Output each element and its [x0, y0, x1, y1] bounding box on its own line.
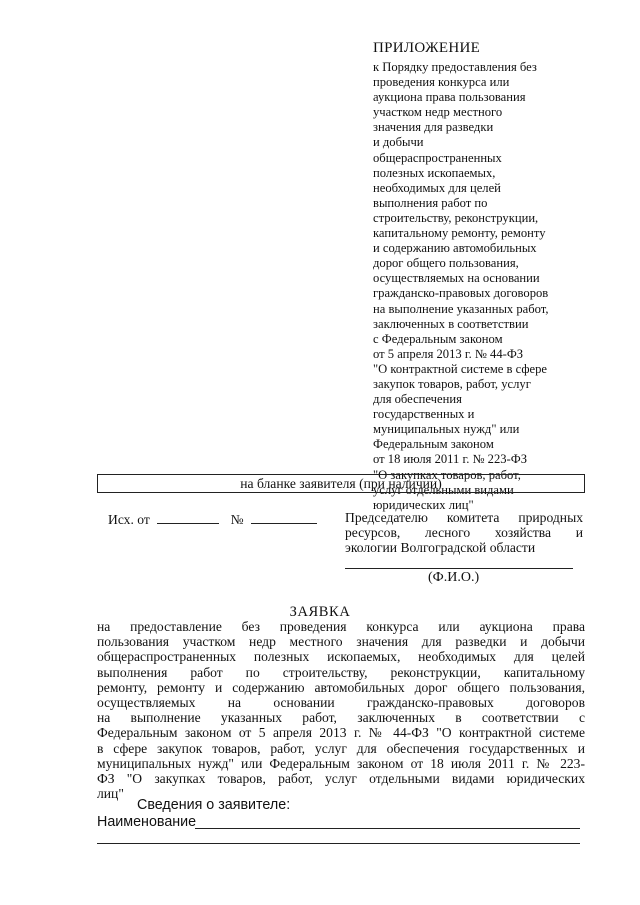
appendix-reference — [373, 60, 593, 513]
appendix-line: "О контрактной системе в сфере — [373, 361, 548, 376]
body-line: пользования участком недр местного значения для разведки и добычи — [97, 634, 585, 650]
name-label: Наименование — [97, 814, 197, 830]
appendix-line: необходимых для целей — [373, 180, 501, 195]
body-line: муниципальных нужд" или Федеральным законом от 18 июля 2011 г. № 223- — [97, 755, 585, 771]
appendix-line: от 5 апреля 2013 г. № 44-ФЗ — [373, 346, 524, 361]
outgoing-number-label: № — [230, 512, 244, 527]
appendix-line: Федеральным законом — [373, 437, 494, 452]
appendix-line: общераспространенных — [373, 150, 502, 165]
addressee-line: экологии Волгоградской области — [345, 540, 536, 555]
appendix-line: закупок товаров, работ, услуг — [373, 376, 531, 391]
appendix-line: для обеспечения — [373, 392, 462, 407]
body-line: на выполнение указанных работ, заключенных в соответствии с — [97, 710, 585, 726]
application-body — [97, 619, 585, 801]
body-line: лиц" — [97, 786, 124, 802]
body-line: осуществляемых на основании гражданско-правовых договоров — [97, 695, 585, 711]
appendix-title: ПРИЛОЖЕНИЕ — [373, 40, 481, 56]
appendix-line: полезных ископаемых, — [373, 165, 496, 180]
appendix-line: "О закупках товаров, работ, — [373, 467, 521, 482]
addressee-line: Председателю комитета природных — [345, 510, 583, 525]
appendix-line: заключенных в соответствии — [373, 316, 529, 331]
appendix-line: осуществляемых на основании — [373, 271, 540, 286]
appendix-line: и добычи — [373, 135, 424, 150]
letterhead-caption: на бланке заявителя (при наличии) — [240, 476, 442, 491]
fio-caption: (Ф.И.О.) — [428, 570, 480, 585]
body-line: на предоставление без проведения конкурса или аукциона права — [97, 619, 585, 634]
fio-blank[interactable] — [345, 568, 573, 569]
addressee-block — [345, 510, 583, 555]
appendix-line: значения для разведки — [373, 120, 494, 135]
appendix-line: от 18 июля 2011 г. № 223-ФЗ — [373, 452, 528, 467]
body-line: Федеральным законом от 5 апреля 2013 г. № 44-ФЗ "О контрактной системе — [97, 725, 585, 741]
appendix-line: гражданско-правовых договоров — [373, 286, 549, 301]
name-field-continuation[interactable] — [97, 843, 580, 844]
body-line: общераспространенных полезных ископаемых, необходимых для целей — [97, 649, 585, 665]
body-line: ремонту, ремонту и содержанию автомобильных дорог общего пользования, — [97, 679, 585, 695]
body-line: выполнения работ по строительству, реконструкции, капитальному — [97, 664, 585, 680]
appendix-line: строительству, реконструкции, — [373, 210, 539, 225]
appendix-line: муниципальных нужд" или — [373, 422, 520, 437]
outgoing-reference — [108, 511, 317, 528]
appendix-line: капитальному ремонту, ремонту — [373, 226, 546, 241]
outgoing-date-label: Исх. от — [108, 512, 150, 527]
appendix-line: на выполнение указанных работ, — [373, 301, 549, 316]
letterhead-box — [97, 474, 585, 493]
outgoing-number-blank[interactable] — [251, 511, 317, 524]
appendix-line: аукциона права пользования — [373, 90, 526, 105]
appendix-line: и содержанию автомобильных — [373, 241, 537, 256]
addressee-line: ресурсов, лесного хозяйства и — [345, 525, 583, 540]
appendix-line: дорог общего пользования, — [373, 256, 519, 271]
appendix-line: к Порядку предоставления без — [373, 60, 537, 74]
name-field[interactable] — [195, 828, 580, 829]
appendix-line: выполнения работ по — [373, 195, 488, 210]
appendix-line: участком недр местного — [373, 105, 503, 120]
appendix-line: юридических лиц" — [373, 497, 474, 512]
appendix-line: государственных и — [373, 407, 475, 422]
body-line: ФЗ "О закупках товаров, работ, услуг отдельными видами юридических — [97, 771, 585, 787]
appendix-line: с Федеральным законом — [373, 331, 503, 346]
appendix-line: проведения конкурса или — [373, 75, 510, 90]
appendix-line: услуг отдельными видами — [373, 482, 514, 497]
outgoing-date-blank[interactable] — [157, 511, 219, 524]
applicant-heading: Сведения о заявителе: — [137, 797, 291, 813]
document-title: ЗАЯВКА — [289, 604, 351, 620]
body-line: в сфере закупок товаров, работ, услуг для обеспечения государственных и — [97, 740, 585, 756]
